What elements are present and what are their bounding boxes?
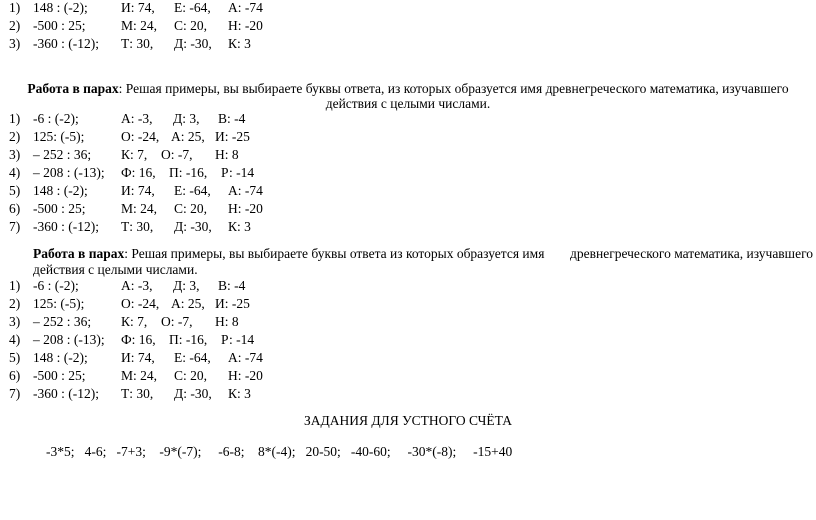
block2-intro-line1: Работа в парах: Решая примеры, вы выбираете буквы ответа из которых образуется имя [33,246,545,261]
oral-items: -3*5; 4-6; -7+3; -9*(-7); -6-8; 8*(-4); 20-50; -40-60; -30*(-8); -15+40 [46,444,513,459]
block1-intro-line1: Работа в парах: Решая примеры, вы выбираете буквы ответа, из которых образуется имя древнегреческого математика, изучавшего [27,81,789,96]
block2-title: Работа в парах [33,246,125,261]
block2-intro-line2: действия с целыми числами. [33,262,198,277]
block1-title: Работа в парах [27,81,119,96]
block2-intro-line1b: древнегреческого математика, изучавшего [570,246,814,261]
oral-heading: ЗАДАНИЯ ДЛЯ УСТНОГО СЧЁТА [303,413,512,428]
block1-intro-line2: действия с целыми числами. [325,96,491,111]
